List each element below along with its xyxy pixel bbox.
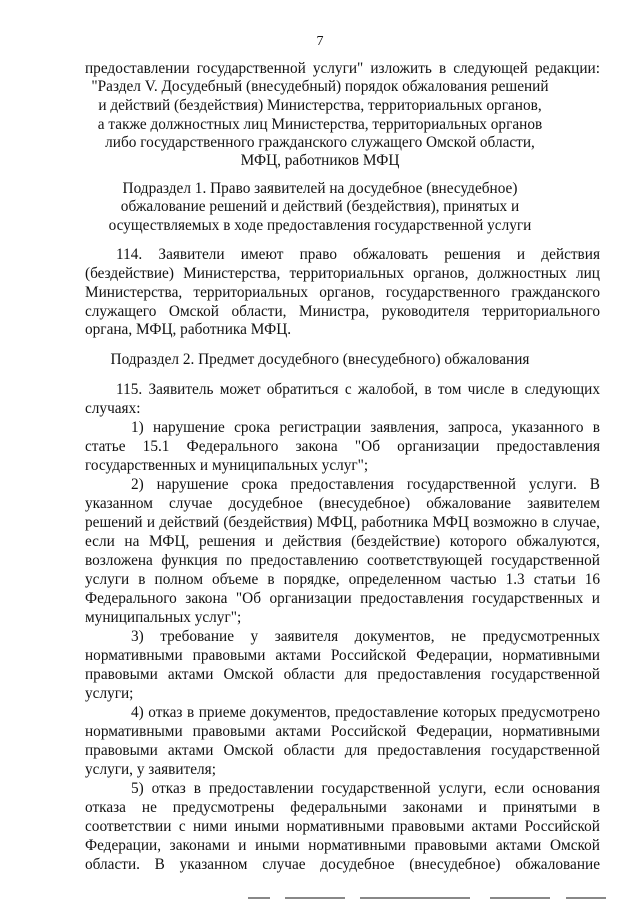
subsection-heading-line: осуществляемых в ходе предоставления государственной услуги [108,217,532,234]
section-heading-line: МФЦ, работников МФЦ [240,152,400,169]
section-heading-line: "Раздел V. Досудебный (внесудебный) порядок обжалования решений [91,78,549,95]
text-line: предоставлении государственной услуги" изложить в следующей редакции: [85,60,600,77]
paragraph-line: случаях: [85,400,141,417]
list-item-line: правовыми актами Омской области для предоставления государственной [85,666,600,683]
paragraph-line: Министерства, территориальных органов, государственного гражданского [85,284,600,301]
list-item-line: услуги в полном объеме в порядке, определенном частью 1.3 статьи 16 [85,571,600,588]
list-item-line: указанном случае досудебное (внесудебное) обжалование заявителем [85,495,600,512]
paragraph-line: 115. Заявитель может обратиться с жалобой, в том числе в следующих [116,381,600,398]
page-number: 7 [316,34,324,49]
paragraph-line: органа, МФЦ, работника МФЦ. [85,321,292,338]
list-item-line: решений и действий (бездействия) МФЦ, работника МФЦ возможно в случае, [85,514,600,531]
list-item-line: 1) нарушение срока регистрации заявления, запроса, указанного в [131,419,600,436]
scan-edge-artifact [0,892,640,905]
list-item-line: услуги, у заявителя; [85,761,216,778]
list-item-line: 5) отказ в предоставлении государственной услуги, если основания [131,780,600,797]
list-item-line: правовыми актами Омской области для предоставления государственной [85,742,600,759]
list-item-line: 3) требование у заявителя документов, не предусмотренных [131,628,600,645]
paragraph-line: служащего Омской области, Министра, руководителя территориального [85,303,600,320]
list-item-line: отказа не предусмотрены федеральными законами и принятыми в [85,799,600,816]
list-item-line: нормативными правовыми актами Российской Федерации, нормативными [85,723,600,740]
section-heading-line: а также должностных лиц Министерства, территориальных органов [97,116,543,133]
subsection-heading-line: обжалование решений и действий (бездействия), принятых и [120,198,520,215]
list-item-line: если на МФЦ, решения и действия (бездействие) которого обжалуются, [85,533,600,550]
list-item-line: муниципальных услуг"; [85,609,242,626]
subsection-heading-line: Подраздел 2. Предмет досудебного (внесудебного) обжалования [110,351,530,368]
list-item-line: услуги; [85,685,134,702]
list-item-line: возложена функция по предоставлению соответствующей государственной [85,552,600,569]
list-item-line: 2) нарушение срока предоставления государственной услуги. В [131,476,600,493]
paragraph-line: 114. Заявители имеют право обжаловать решения и действия [116,246,600,263]
list-item-line: нормативными правовыми актами Российской Федерации, нормативными [85,647,600,664]
list-item-line: государственных и муниципальных услуг"; [85,457,369,474]
section-heading-line: и действий (бездействия) Министерства, территориальных органов, [98,97,542,114]
list-item-line: соответствии с ними иными нормативными правовыми актами Российской [85,818,600,835]
list-item-line: статье 15.1 Федерального закона "Об организации предоставления [85,438,600,455]
section-heading-line: либо государственного гражданского служащего Омской области, [105,134,535,151]
list-item-line: Федерального закона "Об организации предоставления государственных и [85,590,600,607]
list-item-line: области. В указанном случае досудебное (внесудебное) обжалование [85,856,600,873]
list-item-line: Федерации, законами и иными нормативными правовыми актами Омской [85,837,600,854]
paragraph-line: (бездействие) Министерства, территориальных органов, должностных лиц [85,265,600,282]
list-item-line: 4) отказ в приеме документов, предоставление которых предусмотрено [131,704,600,721]
subsection-heading-line: Подраздел 1. Право заявителей на досудебное (внесудебное) [122,180,518,197]
